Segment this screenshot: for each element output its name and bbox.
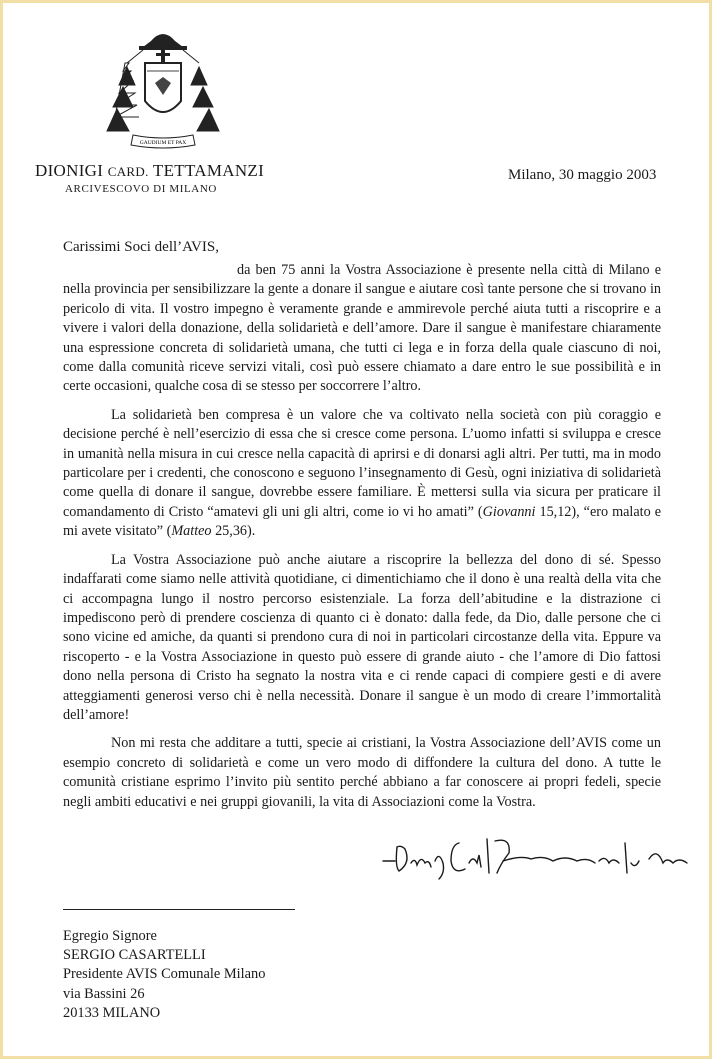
paragraph-3: La Vostra Associazione può anche aiutare a riscoprire la bellezza del dono di sé. Spesso indaffarati come siamo nelle attività quotidiane, ci dimentichiamo che il dono è una realtà della vita che ci accompagna lungo il nostro percorso esistenziale. La forza dell’abitudine e la distrazione ci impediscono però di prendere coscienza di quanto ci è donato: dalla fede, da Dio, dalle persone che ci sono vicine ed amiche, da quanti si prendono cura di noi in particolari circostanze della vita. Eppure va riscoperto - e la Vostra Associazione in questo può essere di grande aiuto - che l’amore di Dio fattosi dono nella persona di Cristo ha segnato la nostra vita e ci rende capaci di compiere gesti e di avere atteggiamenti generosi verso chi è nella necessità. Donare il sangue è un modo di creare l’immortalità dell’amore! (63, 551, 661, 723)
sender-card-abbr: CARD. (107, 164, 149, 179)
handwritten-signature (381, 833, 693, 883)
paragraph-2-text-mid: 15,12), “ero malato e mi avete visitato” ( (63, 503, 661, 540)
scripture-ref-matteo: Matteo (171, 523, 212, 540)
sender-name (35, 161, 264, 181)
sender-title: ARCIVESCOVO DI MILANO (65, 183, 217, 195)
paragraph-4: Non mi resta che additare a tutti, specie ai cristiani, la Vostra Associazione dell’AVIS come un esempio concreto di solidarietà e come un vero modo di diffondere la cultura del dono. A tutte le comunità cristiane esprimo l’invito più sentito perché abbiano a far conoscere ai propri fedeli, specie negli ambiti educativi e nei gruppi giovanili, la vita di Associazioni come la Vostra. (63, 735, 661, 810)
paragraph-2-text: La solidarietà ben compresa è un valore che va coltivato nella società con più coraggio e decisione perché è nell’esercizio di essa che si cresce come persona. L’uomo infatti si sviluppa e cresce in umanità nella misura in cui cresce nella capacità di aprirsi e di donarsi agli altri. Per tutti, ma in modo particolare per i credenti, che conoscono e seguono l’insegnamento di Gesù, ogni iniziativa di solidarietà come quella di donare il sangue, dovrebbe essere familiare. È mettersi sulla via sicura per praticare il comandamento di Cristo “amatevi gli uni gli altri, come io vi ho amati” ( (63, 406, 661, 520)
salutation: Carissimi Soci dell’AVIS, (63, 239, 219, 255)
letter-date: Milano, 30 maggio 2003 (508, 167, 657, 183)
coat-of-arms-icon (103, 23, 223, 153)
address-divider (63, 909, 295, 910)
sender-first-name: DIONIGI (35, 161, 104, 180)
scripture-ref-giovanni: Giovanni (482, 503, 536, 520)
paragraph-1: da ben 75 anni la Vostra Associazione è presente nella città di Milano e nella provincia per sensibilizzare la gente a donare il sangue e aiutare così tante persone che si trovano in pericolo di vita. Il vostro impegno è veramente grande e ammirevole perché aiuta tutti a riscoprire e a vivere i valori della donazione, della solidarietà e dell’amore. Dare il sangue è manifestare chiaramente una espressione concreta di solidarietà umana, che tutti ci lega e in forza della quale ciascuno di noi, come dalla comunità riceve servizi vitali, così può essere chiamato a dare entro le sue possibilità e in certe occasioni, qualche cosa di se stesso per soccorrere l’altro. (63, 262, 661, 395)
letter-body (63, 261, 661, 821)
recipient-line-city: 20133 MILANO (63, 1004, 161, 1021)
recipient-line-name: SERGIO CASARTELLI (63, 947, 206, 964)
recipient-address (63, 927, 265, 1023)
recipient-line-street: via Bassini 26 (63, 985, 145, 1002)
crest-motto: GAUDIUM ET PAX (139, 140, 187, 146)
paragraph-2 (63, 406, 661, 542)
recipient-line-salutation: Egregio Signore (63, 928, 157, 944)
recipient-line-role: Presidente AVIS Comunale Milano (63, 966, 266, 983)
paragraph-2-text-end: 25,36). (211, 523, 256, 540)
sender-last-name: TETTAMANZI (152, 161, 265, 180)
